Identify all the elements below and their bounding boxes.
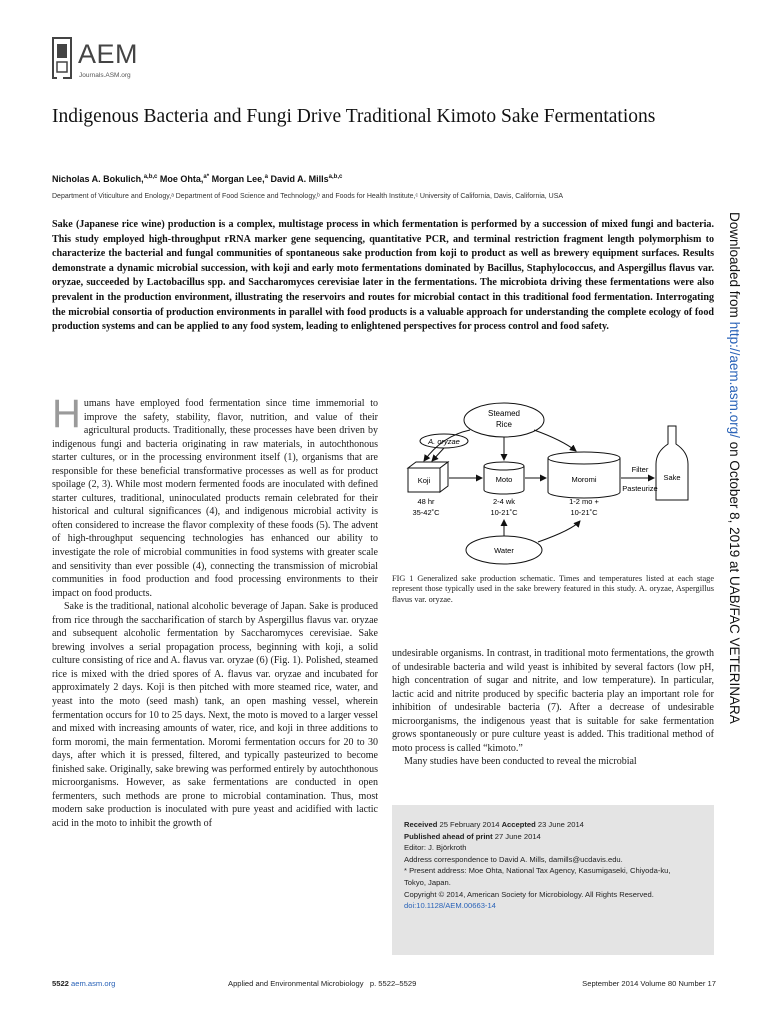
figure-caption-text: Generalized sake production schematic. Times and temperatures listed at each stage represent those typically used in the sake brewery featured in this study. A. oryzae, Aspergillus flavus var. oryzae.	[392, 574, 714, 604]
koji-temp: 35-42˚C	[412, 508, 440, 517]
download-suffix: on October 8, 2019 at UAB/FAC VETERINARA	[727, 437, 742, 724]
moromi-label: Moromi	[571, 475, 597, 484]
sake-label: Sake	[663, 473, 681, 482]
issue-info: September 2014 Volume 80 Number 17	[582, 979, 716, 988]
moto-temp: 10-21˚C	[490, 508, 518, 517]
figure-label: FIG 1	[392, 574, 414, 583]
author-affiliation-mark: a*	[203, 174, 210, 180]
page-range: p. 5522–5529	[369, 979, 417, 988]
accepted-label: Accepted	[501, 820, 536, 829]
copyright: Copyright © 2014, American Society for Microbiology. All Rights Reserved.	[404, 889, 654, 899]
steamed-rice-label: Rice	[495, 420, 513, 429]
koji-time: 48 hr	[417, 497, 435, 506]
received-row	[404, 819, 702, 831]
water-label: Water	[494, 546, 514, 555]
editor-name: J. Björkroth	[428, 843, 467, 853]
article-info-box	[392, 805, 714, 955]
sake-bottle-node	[656, 426, 688, 500]
a-oryzae-label: A. oryzae	[428, 437, 460, 446]
received-date: 25 February 2014	[439, 820, 500, 829]
journal-site-link[interactable]: aem.asm.org	[71, 979, 116, 988]
moromi-time: 1-2 mo +	[569, 497, 599, 506]
author-name: Moe Ohta,	[159, 174, 204, 184]
author-list	[52, 174, 342, 184]
editor-row	[404, 842, 702, 854]
accepted-date: 23 June 2014	[537, 820, 584, 829]
drop-cap: H	[52, 392, 81, 436]
koji-label: Koji	[417, 476, 431, 485]
body-paragraph: undesirable organisms. In contrast, in traditional moto fermentations, the growth of undesirable bacteria and wild yeast is inhibited by several factors (low pH, high concentration of sugar and nitrite, and low temperature). In particular, lactic acid and nitrite produced by specific bacteria play an important role for inhibition of undesirable bacteria (7). After a decrease of undesirable microorganisms, the indigenous yeast that is suitable for sake fermentation grows spontaneously or pure culture yeast is added. This traditional method of moto process is called “kimoto.”	[392, 648, 714, 754]
doi-link[interactable]: doi:10.1128/AEM.00663-14	[404, 901, 496, 911]
author-affiliation-mark: a,b,c	[143, 174, 158, 180]
moto-time: 2-4 wk	[492, 497, 516, 506]
body-column-right	[392, 647, 714, 769]
present-address: * Present address: Moe Ohta, National Tax Agency, Kasumigaseki, Chiyoda-ku,	[404, 866, 671, 876]
abstract: Sake (Japanese rice wine) production is a complex, multistage process in which fermentation is performed by a succession of mixed fungi and bacteria. This study employed high-throughput rRNA marker gene sequencing, quantitative PCR, and terminal restriction fragment length polymorphism to characterize the bacterial and fungal communities of spontaneous sake production from koji to product as well as brewery equipment surfaces. Results demonstrate a dynamic microbial succession, with koji and early moto fermentations dominated by Bacillus, Staphylococcus, and Aspergillus flavus var. oryzae, succeeded by Lactobacillus spp. and Saccharomyces cerevisiae later in the fermentations. The microbiota driving these fermentations were also prevalent in the production environment, illustrating the reservoirs and routes for microbial contact in this traditional food fermentation. Interrogating the microbial consortia of production environments in parallel with food products is a valuable approach for understanding the complete ecology of food production systems and can be applied to any food system, leading to enlightened perspectives for process control and food safety.	[52, 219, 714, 333]
download-watermark	[727, 212, 742, 724]
filter-label: Filter	[631, 465, 649, 474]
sake-production-figure	[392, 400, 714, 570]
moromi-temp: 10-21˚C	[570, 508, 598, 517]
body-paragraph: Many studies have been conducted to reveal the microbial	[404, 756, 637, 768]
footer-middle	[228, 979, 416, 988]
download-prefix: Downloaded from	[727, 212, 742, 322]
author-affiliation-mark: a	[264, 174, 268, 180]
body-column-left	[52, 392, 378, 831]
present-address: Tokyo, Japan.	[404, 877, 451, 887]
correspondence: Address correspondence to David A. Mills, damills@ucdavis.edu.	[404, 854, 623, 864]
author-name: David A. Mills	[270, 174, 329, 184]
body-paragraph: Sake is the traditional, national alcoholic beverage of Japan. Sake is produced from rice through the saccharification of starch by Aspergillus flavus var. oryzae and subsequent alcoholic fermentation by Saccharomyces cerevisiae. Sake brewing involves a serial propagation process, beginning with koji, a solid culture consisting of rice and A. flavus var. oryzae (6) (Fig. 1). Polished, steamed rice is mixed with the dried spores of A. flavus var. oryzae and incubated for approximately 2 days. Koji is then pitched with more steamed rice, water, and yeast into the moto (seed mash) tank, an open mashing vessel, wherein fermentation occurs for 10 to 25 days. Next, the moto is moved to a larger vessel and mixed with increasing amounts of water, rice, and koji in three additions to form moromi, the main fermentation. Moromi fermentation occurs for 20 to 30 days, after which it is pressed, filtered, and typically pasteurized to become finished sake. Originally, sake brewing was performed entirely by autochthonous microorganisms. However, as sake fermentations are conducted in open fermenters, such methods are prone to microbial contamination. Thus, most modern sake production is inoculated with pure yeast and acidified with lactic acid in the moto to inhibit the growth of	[52, 601, 378, 829]
steamed-rice-label: Steamed	[487, 409, 521, 418]
author-name: Morgan Lee,	[211, 174, 265, 184]
journal-logo-subtext: Journals.ASM.org	[79, 72, 131, 79]
author-name: Nicholas A. Bokulich,	[52, 174, 144, 184]
published-row	[404, 831, 702, 843]
received-label: Received	[404, 820, 438, 829]
article-title: Indigenous Bacteria and Fungi Drive Traditional Kimoto Sake Fermentations	[52, 106, 656, 127]
download-url-link[interactable]: http://aem.asm.org/	[727, 321, 742, 438]
moto-label: Moto	[495, 475, 513, 484]
journal-logo-text: AEM	[78, 39, 139, 69]
journal-name: Applied and Environmental Microbiology	[228, 979, 364, 988]
editor-label: Editor:	[404, 843, 426, 853]
body-paragraph: umans have employed food fermentation since time immemorial to improve the safety, stability, flavor, nutrition, and value of their agricultural products. Traditionally, these processes have been driven by indigenous fungi and bacteria originating in raw materials, in autochthonous starter cultures, or in the processing environment itself (1), organisms that are responsible for these beneficial transformative processes as well as for product spoilage (2, 3). While most modern fermented foods are inoculated with defined starter cultures, traditional, uninoculated products remain celebrated for their historical and cultural significances (4), and indigenous microbial activity is often considered to increase the flavor complexity of these foods (5). The advent of high-throughput sequencing technologies has enhanced our ability to investigate the role of microbial communities in food systems with greater scale and sensitivity than ever possible (4), connecting the transmission of microbial communities in food production and food processing environments to their impact on food products.	[52, 398, 378, 599]
figure-caption	[392, 574, 714, 605]
footer-left	[52, 979, 115, 988]
page-number: 5522	[52, 979, 69, 988]
published-label: Published ahead of print	[404, 831, 493, 841]
author-affiliation-mark: a,b,c	[328, 174, 343, 180]
affiliations: Department of Viticulture and Enology,ᵃ Department of Food Science and Technology,ᵇ and Foods for Health Institute,ᶜ University of California, Davis, California, USA	[52, 193, 564, 200]
published-date: 27 June 2014	[494, 831, 541, 841]
pasteurize-label: Pasteurize	[622, 484, 658, 493]
